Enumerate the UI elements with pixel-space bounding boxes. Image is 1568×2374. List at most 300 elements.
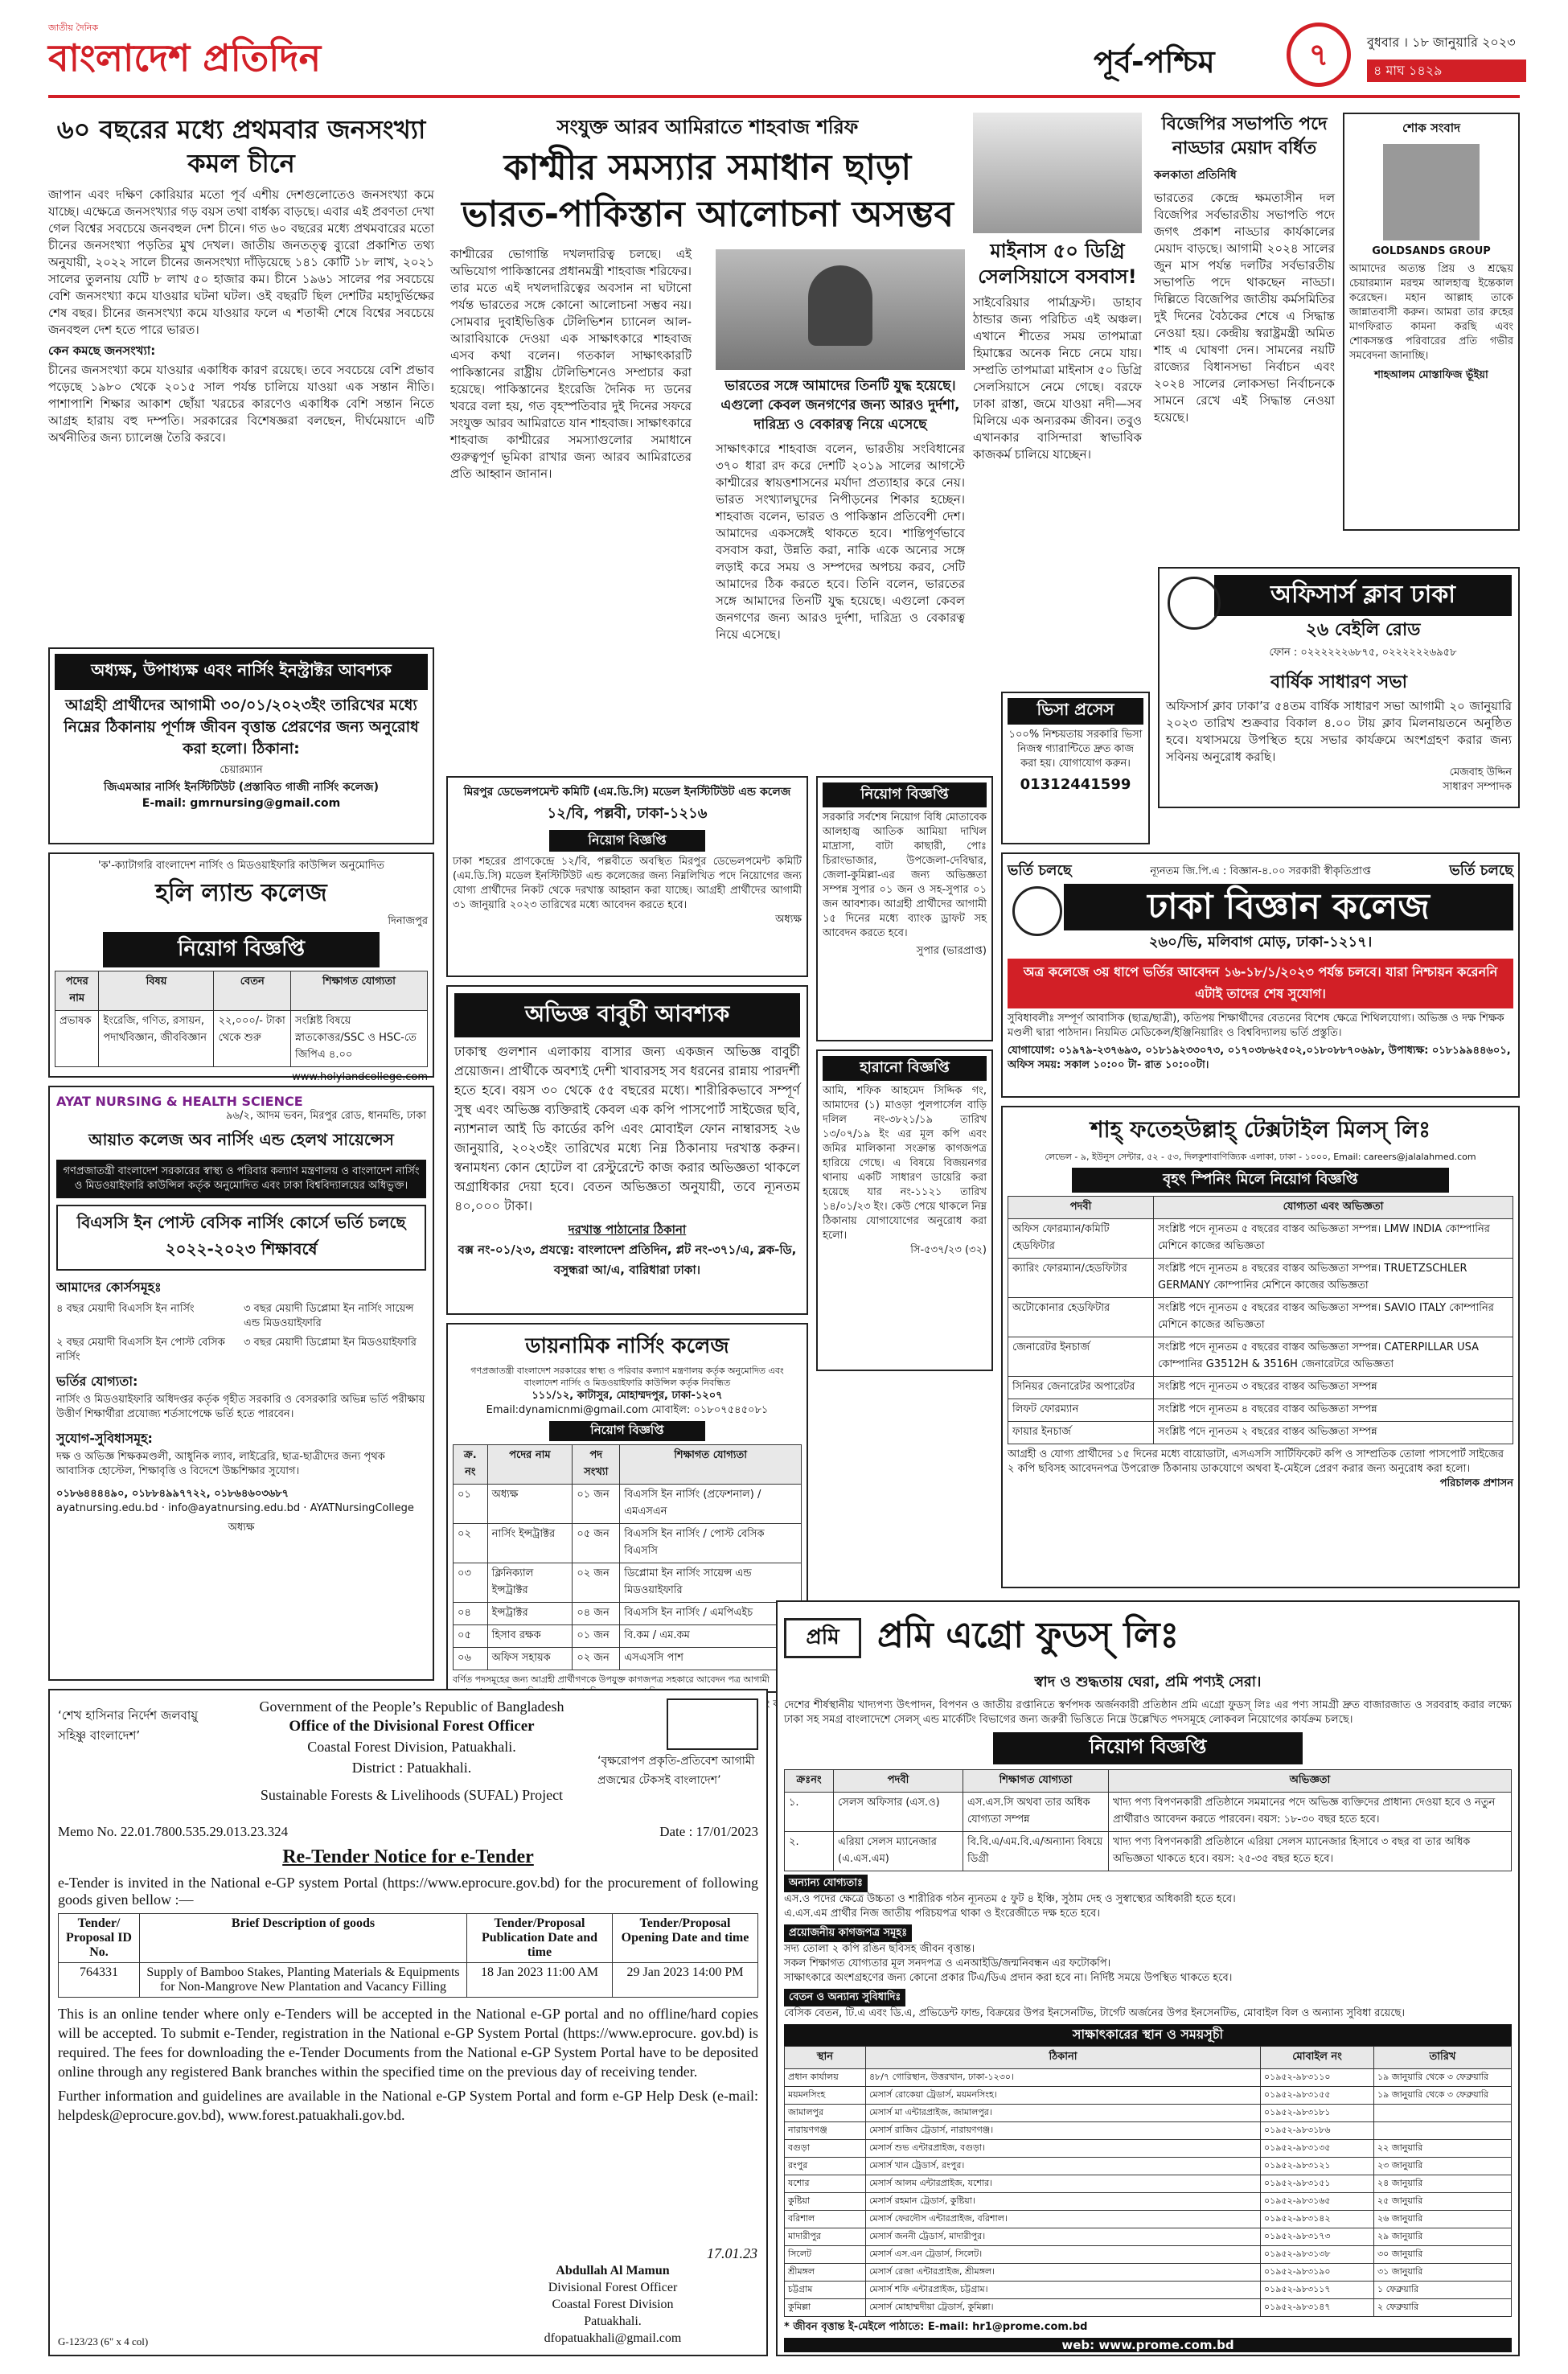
dyn-col: ক্র. নং [454, 1445, 488, 1485]
holyland-title: হলি ল্যান্ড কলেজ [155, 879, 327, 907]
sched-cell: মেসার্স এস.এন ট্রেডার্স, সিলেট। [866, 2246, 1261, 2264]
sched-cell: ২২ জানুয়ারি [1374, 2140, 1512, 2158]
goldsands-company: GOLDSANDS GROUP [1372, 245, 1491, 257]
sched-cell: ০১৯৫২-৯৮৩১৫৫ [1261, 2087, 1374, 2105]
dynamic-intro: গণপ্রজাতন্ত্রী বাংলাদেশ সরকারের স্বাস্থ্য ও পরিবার কল্যাণ মন্ত্রণালয় কর্তৃক অনুমোদিত এবং বাংলাদেশ নার্সিং ও মিডওয়াইফারি কাউন্সিল কর্তৃক নিবন্ধিত [470, 1366, 784, 1388]
table-row [785, 1832, 1512, 1871]
shah-textile-ad [1001, 1106, 1520, 1588]
cell: ০২ জন [573, 1563, 620, 1603]
lost-title: হারানো বিজ্ঞপ্তি [823, 1056, 987, 1081]
masthead-rule [48, 95, 1520, 98]
cell: ১. [785, 1793, 834, 1832]
prome-docs-2: সাক্ষাৎকারে অংশগ্রহণের জন্য কোনো প্রকার টিএ/ডিএ প্রদান করা হবে না। নির্দিষ্ট সময়ে উপস্থিত থাকতে হবে। [784, 1972, 1233, 1984]
dsc-banner: অত্র কলেজে ৩য় ধাপে ভর্তির আবেদন ১৬-১৮/১/২০২৩ পর্যন্ত চলবে। যারা নিশ্চায়ন করেননি এটাই তাদের শেষ সুযোগ। [1008, 959, 1513, 1008]
sched-cell: ০১৯৫২-৯৮৩১২১ [1261, 2158, 1374, 2175]
shahbaz-body: কাশ্মীরের ভোগান্তি দখলদারিত্ব চলছে। এই অভিযোগ পাকিস্তানের প্রধানমন্ত্রী শাহবাজ শরিফের। তার মতে এই দখলদারিত্বের অবসান না ঘটানো পর্যন্ত ভারতের সঙ্গে কোনো আলোচনা সম্ভব নয়। সোমবার দুবাইভিত্তিক টেলিভিশন চ্যানেল আল-আরাবিয়াকে দেওয়া এক সাক্ষাৎকারে শাহবাজ এসব কথা বলেন। গতকাল সাক্ষাৎকারটি পাকিস্তানের রাষ্ট্রীয় টেলিভিশনেও সম্প্রচার করা হয়েছে। পাকিস্তানের ইংরেজি দৈনিক দ্য ডনের খবরে বলা হয়, গত বৃহস্পতিবার দুই দিনের সফরে সংযুক্ত আরব আমিরাতে যান শাহবাজ। সাক্ষাৎকারে শাহবাজ কাশ্মীরের সমস্যাগুলোর সমাধানে গুরুত্বপূর্ণ ভূমিকা রাখার জন্য আরব আমিরাতের প্রতি আহ্বান জানান। [450, 247, 692, 481]
ayat-brand: AYAT NURSING & HEALTH SCIENCE [56, 1094, 303, 1109]
prome-intro: দেশের শীর্ষস্থানীয় খাদ্যপণ্য উৎপাদন, বিপণন ও জাতীয় রপ্তানিতে স্বর্ণপদক অর্জনকারী প্রতিষ্ঠান প্রমি এগ্রো ফুডস্ লিঃ এর পণ্য সামগ্রী দ্রুত বাজারজাত ও সরবরাহ করার লক্ষ্যে ঢাকা সহ সমগ্র বাংলাদেশে সেলস্ এন্ড মার্কেটিং বিভাগের জন্য জরুরী ভিত্তিতে নিম্নে উল্লেখিত পদসমূহে লোকবল নিয়োগের কার্যক্রম চলছে। [784, 1699, 1512, 1726]
table-row [1008, 1219, 1513, 1259]
forest-office: Office of the Divisional Forest Officer [289, 1718, 535, 1735]
table-row [1008, 1298, 1513, 1337]
table-row [785, 1793, 1512, 1832]
club-phone: ফোন : ০২২২২২২৬৮৭৫, ০২২২২২২৬৯৫৮ [1269, 647, 1457, 659]
lost-footer: সি-৫৩৭/২৩ (৩২) [910, 1244, 987, 1256]
table-row [785, 2069, 1512, 2087]
sched-cell: ০১৯৫২-৯৮৩১৩৫ [1261, 2140, 1374, 2158]
cell: বি.কম / এম.কম [620, 1625, 802, 1648]
date-bn: বুধবার । ১৮ জানুয়ারি ২০২৩ [1367, 35, 1516, 50]
cell: সংশ্লিষ্ট পদে ন্যূনতম ৪ বছরের বাস্তব অভিজ্ঞতা সম্পন্ন [1154, 1399, 1513, 1422]
sched-col: স্থান [785, 2047, 866, 2069]
table-row [785, 2158, 1512, 2175]
sched-cell: মেসার্স মোহাম্মদীয়া ট্রেডার্স, কুমিল্লা। [866, 2299, 1261, 2317]
cell: ক্লিনিক্যাল ইন্সট্রাক্টর [487, 1563, 573, 1603]
cell: বিএসসি ইন নার্সিং (প্রফেশনাল) / এমএসএন [620, 1485, 802, 1524]
prome-ad [776, 1600, 1520, 2356]
goldsands-name: শাহআলম মোস্তাফিজ ভূঁইয়া [1374, 369, 1488, 381]
prome-schedule-title: সাক্ষাৎকারের স্থান ও সময়সূচী [784, 2024, 1512, 2046]
shah-signer: পরিচালক প্রশাসন [1439, 1477, 1513, 1489]
holyland-cell: ইংরেজি, গণিত, রসায়ন, পদার্থবিজ্ঞান, জীববিজ্ঞান [99, 1011, 214, 1067]
sched-cell: ১ ফেব্রুয়ারি [1374, 2282, 1512, 2299]
forest-signer: Abdullah Al Mamun [556, 2264, 670, 2277]
sched-cell: ০১৯৫২-৯৮৩১৫১ [1261, 2175, 1374, 2193]
dsc-top-mid: ন্যূনতম জি.পি.এ : বিজ্ঞান-৪.০০ সরকারী স্বীকৃতিপ্রাপ্ত [1150, 865, 1371, 877]
sched-cell: কুমিল্লা [785, 2299, 866, 2317]
holyland-location: দিনাজপুর [388, 915, 428, 927]
ayat-courses [56, 1302, 426, 1365]
table-row [785, 2105, 1512, 2122]
table-row [1008, 1377, 1513, 1399]
mdc-subtitle: নিয়োগ বিজ্ঞপ্তি [549, 830, 705, 852]
shah-table [1008, 1196, 1513, 1444]
visa-phone[interactable]: 01312441599 [1020, 776, 1131, 793]
cell: সিনিয়র জেনারেটর অপারেটর [1008, 1377, 1154, 1399]
club-body: অফিসার্স ক্লাব ঢাকা’র ৫৪তম বার্ষিক সাধারণ সভা আগামী ২০ জানুয়ারি ২০২৩ তারিখ শুক্রবার বিকাল ৪.০০ টায় ক্লাব মিলনায়তনে অনুষ্ঠিত হবে। যথাসময়ে উপস্থিত হয়ে সভার কার্যক্রমে অংশগ্রহণ করার জন্য সবিনয় অনুরোধ করছি। [1166, 699, 1512, 764]
lost-body: আমি, শফিক আহমেদ সিদ্দিক গং, আমাদের (১) মাওড়া পুলপার্সেল বাড়ি দলিল নং-৩৮২১/১৯ তারিখ ১৩/০৭/১৯ ইং এর মূল কপি এবং জমির মালিকানা সংক্রান্ত কাগজপত্র হারিয়ে গেছে। এ বিষয়ে বিজয়নগর থানায় একটি সাধারণ ডায়েরি করা হয়েছে যার নং-১১২১ তারিখ ১৪/০১/২৩ ইং। কেউ পেয়ে থাকলে নিম্ন ঠিকানায় যোগাযোগের অনুরোধ করা হলো। [823, 1085, 987, 1242]
paper-logo [48, 21, 418, 85]
table-row [454, 1625, 802, 1648]
sched-cell: ৩১ জানুয়ারি [1374, 2264, 1512, 2282]
cell: অফিস ফোরম্যান/কমিটি হেডফিটার [1008, 1219, 1154, 1259]
prome-table [784, 1769, 1512, 1871]
forest-memo-line [58, 1824, 758, 1840]
cook-title: অভিজ্ঞ বাবুর্চী আবশ্যক [454, 993, 800, 1037]
sched-cell: ০১৯৫২-৯৮৩১৪২ [1261, 2211, 1374, 2228]
prome-other-1: এ.এস.এম প্রার্থীর নিজ জাতীয় পরিচয়পত্র থাকা ও ইংরেজীতে দক্ষ হতে হবে। [784, 1908, 1100, 1920]
holyland-col-post: পদের নাম [55, 971, 99, 1011]
ayat-web[interactable]: ayatnursing.edu.bd [56, 1502, 158, 1514]
sched-cell: বগুড়া [785, 2140, 866, 2158]
sched-cell: মেসার্স মা এন্টারপ্রাইজ, জামালপুর। [866, 2105, 1261, 2122]
madrasa-body: সরকারি সর্বশেষ নিয়োগ বিধি মোতাবেক আলহাজ্ব আতিক আমিয়া দাখিল মাদ্রাসা, বাটা কাছারী, পোঃ চিরাংভাজার, উপজেলা-দেবিদ্বার, জেলা-কুমিল্লা-এর জন্য অভিজ্ঞতা সম্পন্ন সুপার ০১ জন ও সহ-সুপার ০১ জন আবশ্যক। আগ্রহী প্রার্থীদের আগামী ১৫ দিনের মধ্যে ব্যাংক ড্রাফট সহ আবেদন করতে হবে। [823, 811, 987, 939]
ayat-address: ৯৬/২, আদম ভবন, মিরপুর রোড, ধানমন্ডি, ঢাকা [226, 1110, 426, 1122]
sched-cell: ২৬ জানুয়ারি [1374, 2211, 1512, 2228]
cell: ০৪ জন [573, 1603, 620, 1625]
minus50-body: সাইবেরিয়ার পার্মাফ্রস্ট। ডাহাব ঠান্ডার জন্য পরিচিত এই অঞ্চল। এখানে শীতের সময় তাপমাত্রা হিমাঙ্কের অনেক নিচে নেমে যায়। সম্প্রতি তাপমাত্রা মাইনাস ৫০ ডিগ্রি সেলসিয়াসে নেমে গেছে। বরফে ঢাকা রাস্তা, জমে যাওয়া নদী—সব মিলিয়ে এক অন্যরকম জীবন। তবুও এখানকার বাসিন্দারা স্বাভাবিক কাজকর্ম চালিয়ে যাচ্ছেন। [973, 295, 1142, 462]
table-row [454, 1648, 802, 1670]
prome-col: পদবী [834, 1770, 963, 1793]
sched-cell: ০১৯৫২-৯৮৩১৯০ [1261, 2264, 1374, 2282]
mdc-signer: অধ্যক্ষ [775, 914, 802, 926]
page-number-badge [1287, 23, 1351, 87]
sched-col: ঠিকানা [866, 2047, 1261, 2069]
sched-cell: ০১৯৫২-৯৮৩১৭৩ [1261, 2228, 1374, 2246]
sched-cell: ০১৯৫২-৯৮৩১৬৫ [1261, 2193, 1374, 2211]
cook-body: ঢাকাস্থ গুলশান এলাকায় বাসার জন্য একজন অভিজ্ঞ বাবুর্চী প্রয়োজন। প্রার্থীকে অবশ্যই দেশী খাবারসহ সব ধরনের রান্নায় পারদর্শী হতে হবে। বয়স ৩০ থেকে ৫৫ বছরের মধ্যে। শারীরিকভাবে সম্পূর্ণ সুস্থ এবং অভিজ্ঞ ব্যক্তিরাই কেবল এক কপি পাসপোর্ট সাইজের ছবি, ন্যাশনাল আই ডি কার্ডের কপি এবং মোবাইল ফোন নাম্বারসহ ২৬ জানুয়ারি, ২০২৩ইং তারিখের মধ্যে নিম্ন ঠিকানায় দরখাস্ত করুন। স্বনামধন্য কোন হোটেল বা রেস্টুরেন্টে কাজ করার অভিজ্ঞতা থাকলে অগ্রাধিকার দেয়া হবে। বেতন অভিজ্ঞতা অনুযায়ী, তবে ন্যূনতম ৪০,০০০ টাকা। [454, 1044, 800, 1214]
cell: ফায়ার ইনচার্জ [1008, 1422, 1154, 1444]
sched-cell: ৪৮/৭ গোরিস্থান, উত্তরখান, ঢাকা-১২৩০। [866, 2069, 1261, 2087]
sched-cell: বরিশাল [785, 2211, 866, 2228]
forest-title: Re-Tender Notice for e-Tender [282, 1846, 534, 1867]
cell: হিসাব রক্ষক [487, 1625, 573, 1648]
nt-body: আগ্রহী প্রার্থীদের আগামী ৩০/০১/২০২৩ইং তারিখের মধ্যে নিম্নের ঠিকানায় পূর্ণাঙ্গ জীবন বৃত্তান্ত প্রেরণের জন্য অনুরোধ করা হলো। ঠিকানা: [64, 696, 419, 758]
table-row [785, 2122, 1512, 2140]
date-alt: ৪ মাঘ ১৪২৯ [1367, 60, 1526, 82]
sched-col: মোবাইল নং [1261, 2047, 1374, 2069]
bjp-headline: বিজেপির সভাপতি পদে নাড্ডার মেয়াদ বর্ধিত [1161, 114, 1328, 158]
visa-body: ১০০% নিশ্চয়তায় সরকারি ভিসা নিজস্ব গ্যারান্টিতে দ্রুত কাজ করা হয়। যোগাযোগ করুন। [1008, 729, 1143, 770]
prome-logo: প্রমি [784, 1618, 861, 1658]
cell: এস.এস.সি অথবা তার অধিক যোগ্যতা সম্পন্ন [963, 1793, 1109, 1832]
ayat-mail[interactable]: info@ayatnursing.edu.bd [168, 1502, 301, 1514]
minus50-headline: মাইনাস ৫০ ডিগ্রি সেলসিয়াসে বসবাস! [978, 240, 1137, 288]
dyn-col: পদ সংখ্যা [573, 1445, 620, 1485]
ayat-signer: অধ্যক্ষ [228, 1522, 255, 1534]
china-headline: ৬০ বছরের মধ্যে প্রথমবার জনসংখ্যা কমল চীনে [56, 114, 426, 179]
officers-club-ad [1158, 567, 1520, 808]
forest-col: Tender/Proposal Publication Date and time [467, 1914, 613, 1963]
dsc-logo-icon [1012, 886, 1062, 936]
sched-cell: ০১৯৫২-৯৮৩১৪৭ [1261, 2299, 1374, 2317]
shahbaz-photo [716, 249, 965, 370]
prome-salary-title: বেতন ও অন্যান্য সুবিধাদিঃ [784, 1989, 905, 2006]
sched-cell: ২৩ জানুয়ারি [1374, 2158, 1512, 2175]
cell: বিএসসি ইন নার্সিং / এমপিএইচ [620, 1603, 802, 1625]
forest-code: G-123/23 (6" x 4 col) [58, 2335, 149, 2347]
mdc-body: ঢাকা শহরের প্রাণকেন্দ্রে ১২/বি, পল্লবীতে অবস্থিত মিরপুর ডেভেলপমেন্ট কমিটি (এম.ডি.সি) মডেল ইনস্টিটিউট এন্ড কলেজের জন্য নিম্নলিখিত পদে নিয়োগের জন্য যোগ্য প্রার্থীদের নিকট থেকে দরখাস্ত আহ্বান করা যাচ্ছে। আগ্রহী প্রার্থীদের আগামী ৩১ জানুয়ারি ২০২৩ তারিখের মধ্যে আবেদন করতে হবে। [453, 856, 802, 911]
cell: সংশ্লিষ্ট পদে ন্যূনতম ৫ বছরের বাস্তব অভিজ্ঞতা সম্পন্ন। LMW INDIA কোম্পানির মেশিনে কাজের অভিজ্ঞতা [1154, 1219, 1513, 1259]
sched-col: তারিখ [1374, 2047, 1512, 2069]
cell: সংশ্লিষ্ট পদে ন্যূনতম ৪ বছরের বাস্তব অভিজ্ঞতা সম্পন্ন। TRUETZSCHLER GERMANY কোম্পানির মেশিনে কাজের অভিজ্ঞতা [1154, 1259, 1513, 1298]
china-body2: চীনের জনসংখ্যা কমে যাওয়ার একাধিক কারণ রয়েছে। তবে সবচেয়ে বেশি প্রভাব পড়েছে ১৯৮০ থেকে ২০১৫ সাল পর্যন্ত চালিয়ে যাওয়া এক সন্তান নীতি। পাশাপাশি শিক্ষার আকাশ ছোঁয়া খরচের কারণেও একাধিক বেশি সন্তান নিতে আগ্রহ হারায় বহু দম্পতি। সরকারের বিশেষজ্ঞরা বলছেন, দীর্ঘমেয়াদে এটি অর্থনীতির জন্য চ্যালেঞ্জ তৈরি করবে। [48, 363, 434, 445]
sched-cell: সিলেট [785, 2246, 866, 2264]
shahbaz-headline2: ভারত-পাকিস্তান আলোচনা অসম্ভব [461, 194, 954, 235]
cell: ০৩ [454, 1563, 488, 1603]
madrasa-title: নিয়োগ বিজ্ঞপ্তি [823, 782, 987, 807]
ayat-eligibility: নার্সিং ও মিডওয়াইফারি অধিদপ্তর কর্তৃক গৃহীত সরকারি ও বেসরকারি অভিন্ন ভর্তি পরীক্ষায় উত্তীর্ণ শিক্ষার্থীরা প্রযোজ্য শর্তসাপেক্ষে ভর্তি হতে পারবেন। [56, 1394, 425, 1420]
sched-cell: মেসার্স জননী ট্রেডার্স, মাদারীপুর। [866, 2228, 1261, 2246]
mujib-100-logo-icon [667, 1698, 758, 1750]
china-article [48, 113, 434, 643]
cell: সেলস অফিসার (এস.ও) [834, 1793, 963, 1832]
table-row [785, 2299, 1512, 2317]
sched-cell: মেসার্স রোকেয়া ট্রেডার্স, ময়মনসিংহ। [866, 2087, 1261, 2105]
holyland-cell: ২২,০০০/- টাকা থেকে শুরু [214, 1011, 291, 1067]
forest-date: Date : 17/01/2023 [659, 1824, 758, 1839]
club-signer: মেজবাহ উদ্দিন [1449, 766, 1512, 778]
lost-ad [816, 1049, 993, 1371]
prome-docs-1: সকল শিক্ষাগত যোগ্যতার মূল সনদপত্র ও এনআইডি/জন্মনিবন্ধন এর ফটোকপি। [784, 1957, 1111, 1969]
holyland-col-qualification: শিক্ষাগত যোগ্যতা [290, 971, 427, 1011]
table-row [785, 2175, 1512, 2193]
dynamic-table [453, 1444, 802, 1670]
prome-other-0: এস.ও পদের ক্ষেত্রে উচ্চতা ও শারীরিক গঠন ন্যূনতম ৫ ফুট ৪ ইঞ্চি, সুঠাম দেহ ও সুস্বাস্থ্যের অধিকারী হতে হবে। [784, 1893, 1236, 1905]
forest-col: Tender/Proposal Opening Date and time [613, 1914, 758, 1963]
forest-signer-mail[interactable]: dfopatuakhali@gmail.com [544, 2331, 682, 2345]
sched-cell: ০১৯৫২-৯৮৩১১০ [1261, 2069, 1374, 2087]
cell: ০৫ [454, 1625, 488, 1648]
sched-cell: নারায়ণগঞ্জ [785, 2122, 866, 2140]
shahbaz-headline1: কাশ্মীর সমস্যার সমাধান ছাড়া [503, 147, 912, 188]
sched-cell [1374, 2122, 1512, 2140]
cell: অধ্যক্ষ [487, 1485, 573, 1524]
ayat-benefits: দক্ষ ও অভিজ্ঞ শিক্ষকমণ্ডলী, আধুনিক ল্যাব, লাইব্রেরি, ছাত্র-ছাত্রীদের জন্য পৃথক আবাসিক হোস্টেল, শিক্ষাবৃত্তি ও বিদেশে উচ্চশিক্ষার সুযোগ। [56, 1451, 385, 1477]
cell: ডিপ্লোমা ইন নার্সিং সায়েন্স এন্ড মিডওয়াইফারি [620, 1563, 802, 1603]
minus50-photo [973, 113, 1142, 233]
nt-title: অধ্যক্ষ, উপাধ্যক্ষ এবং নার্সিং ইনস্ট্রাক্টর আবশ্যক [55, 654, 428, 690]
prome-subtitle: নিয়োগ বিজ্ঞপ্তি [993, 1732, 1303, 1764]
sched-cell: যশোর [785, 2175, 866, 2193]
table-row [785, 2193, 1512, 2211]
prome-docs-0: সদ্য তোলা ২ কপি রঙিন ছবিসহ জীবন বৃত্তান্ত। [784, 1943, 975, 1955]
forest-body: This is an online tender where only e-Tenders will be accepted in the National e-GP portal and no offline/hard copies will be accepted. To submit e-Tender, registration in the National e-GP System Portal (https://www.eprocure. gov.bd) is required. The fees for downloading the e-Tender Documents from the National e-GP System Portal have to be deposited online through any registered Bank branches within the specified time on the previous day of receiving tender. [58, 2006, 758, 2080]
nt-org: জিএমআর নার্সিং ইনস্টিটিউট (প্রস্তাবিত গাজী নার্সিং কলেজ) [104, 781, 379, 794]
forest-project: Sustainable Forests & Livelihoods (SUFAL) Project [260, 1787, 564, 1803]
cell: ইন্সট্রাক্টর [487, 1603, 573, 1625]
forest-signature-block [468, 2245, 757, 2347]
visa-title: ভিসা প্রসেস [1008, 698, 1143, 725]
sched-cell: মেসার্স রেজা এন্টারপ্রাইজ, শ্রীমঙ্গল। [866, 2264, 1261, 2282]
holyland-table [55, 971, 428, 1067]
holyland-subtitle: নিয়োগ বিজ্ঞপ্তি [103, 932, 380, 967]
forest-division: Coastal Forest Division, Patuakhali. [307, 1739, 516, 1755]
dynamic-address: ১১১/১২, কাটাসুর, মোহাম্মদপুর, ঢাকা-১২০৭ [532, 1390, 723, 1402]
forest-col: Brief Description of goods [140, 1914, 467, 1963]
prome-title: প্রমি এগ্রো ফুডস্ লিঃ [877, 1615, 1180, 1656]
china-body: জাপান এবং দক্ষিণ কোরিয়ার মতো পূর্ব এশীয় দেশগুলোতেও জনসংখ্যা কমে যাচ্ছে। এক্ষেত্রে জনসংখ্যার গড় বয়স তথা বার্ধক্য বাড়ছে। এবার এই প্রবণতা দেখা গেল বিশ্বের সবচেয়ে জনবহুল দেশ চীনে। গত ৬০ বছরের মধ্যে প্রথমবারের মতো চীনের জনসংখ্যা পড়তির মুখ দেখল। জাতীয় জনতত্ত্ব ব্যুরো প্রকাশিত তথ্য অনুযায়ী, ২০২২ সালে চীনের জনসংখ্যা দাঁড়িয়েছে ১৪১ কোটি ১৮ লাখ, ২০২১ সালের তুলনায় যেটি ৮ লাখ ৫০ হাজার কম। চীনে ১৯৬১ সালের পর সবচেয়ে বেশি জনসংখ্যা কমে যাওয়ার ঘটনা ঘটল। ওই বছরটি ছিল দেশটির মহাদুর্ভিক্ষের শেষ বছর। চীনের জনসংখ্যা কমে যাওয়ার ফলে এ শতাব্দী শেষে বিশ্বের সবচেয়ে জনবহুল দেশ হতে পারে ভারত। [48, 187, 434, 337]
cell: খাদ্য পণ্য বিপণনকারী প্রতিষ্ঠানে সমমানের পদে অভিজ্ঞ ব্যক্তিদের প্রাধান্য দেওয়া হবে ও নতুন প্রার্থীরাও আবেদন করতে পারবেন। বয়স: ১৮-৩০ বছর হতে হবে। [1109, 1793, 1512, 1832]
ayat-ad [48, 1086, 434, 1681]
forest-body2: Further information and guidelines are available in the National e-GP System Portal and form e-GP Help Desk (e-mail: helpdesk@eprocure.gov.bd), www.forest.patuakhali.gov.bd. [58, 2088, 758, 2123]
masthead [48, 14, 1520, 92]
prome-col: ক্রঃনং [785, 1770, 834, 1793]
cell: ২. [785, 1832, 834, 1871]
prome-slogan: স্বাদ ও শুদ্ধতায় ঘেরা, প্রমি পণ্যই সেরা। [1034, 1674, 1262, 1690]
holyland-col-subject: বিষয় [99, 971, 214, 1011]
table-row [785, 2264, 1512, 2282]
dsc-top-left: ভর্তি চলছে [1008, 862, 1072, 879]
shah-subtitle: বৃহৎ স্পিনিং মিলে নিয়োগ বিজ্ঞপ্তি [1072, 1168, 1449, 1193]
cell: বি.বি.এ/এম.বি.এ/অন্যান্য বিষয়ে ডিগ্রী [963, 1832, 1109, 1871]
sched-cell: জামালপুর [785, 2105, 866, 2122]
forest-right-motto: ‘বৃক্ষরোপণ প্রকৃতি-প্রতিবেশ আগামী প্রজন্মের টেকসই বাংলাদেশ’ [597, 1755, 755, 1787]
forest-signer-city: Patuakhali. [584, 2314, 642, 2328]
dynamic-subtitle: নিয়োগ বিজ্ঞপ্তি [549, 1421, 705, 1441]
ayat-courses-title: আমাদের কোর্সসমূহঃ [56, 1279, 162, 1295]
forest-memo: Memo No. 22.01.7800.535.29.013.23.324 [58, 1824, 289, 1839]
dsc-title: ঢাকা বিজ্ঞান কলেজ [1064, 884, 1513, 930]
cell: 764331 [59, 1963, 140, 1998]
page-number: ৭ [1308, 37, 1329, 72]
club-title: অফিসার্স ক্লাব ঢাকা [1214, 575, 1512, 616]
dyn-col: পদের নাম [487, 1445, 573, 1485]
table-row [454, 1485, 802, 1524]
cell: ০৪ [454, 1603, 488, 1625]
china-subhead: কেন কমছে জনসংখ্যা: [48, 343, 156, 358]
holyland-col-salary: বেতন [214, 971, 291, 1011]
course-item: ৪ বছর মেয়াদী বিএসসি ইন নার্সিং [56, 1303, 195, 1315]
goldsands-body: আমাদের অত্যন্ত প্রিয় ও শ্রদ্ধেয় চেয়ারম্যান মরহুম আলহাজ্ব ইন্তেকাল করেছেন। মহান আল্লাহ তাকে জান্নাতবাসী করুন। আমরা তার রুহের মাগফিরাত কামনা করছি এবং শোকসন্তপ্ত পরিবারের প্রতি গভীর সমবেদনা জানাচ্ছি। [1349, 263, 1513, 362]
forest-gov: Government of the People’s Republic of Bangladesh [259, 1698, 564, 1715]
forest-col: Tender/ Proposal ID No. [59, 1914, 140, 1963]
bjp-body: ভারতের কেন্দ্রে ক্ষমতাসীন দল বিজেপির সর্বভারতীয় সভাপতি পদে জগৎ প্রকাশ নাড্ডার কার্যকালের মেয়াদ বাড়ছে। আগামী ২০২৪ সালের জুন মাস পর্যন্ত দলটির সর্বভারতীয় সভাপতি পদে থাকছেন নাড্ডা। দিল্লিতে বিজেপির জাতীয় কর্মসমিতির দুই দিনের বৈঠকের শেষে এ সিদ্ধান্ত নেওয়া হয়। কেন্দ্রীয় স্বরাষ্ট্রমন্ত্রী অমিত শাহ এ ঘোষণা দেন। সামনের নয়টি রাজ্যের বিধানসভা নির্বাচন এবং ২০২৪ সালের লোকসভা নির্বাচনকে সামনে রেখে এই সিদ্ধান্ত নেওয়া হয়েছে। [1154, 191, 1335, 425]
sched-cell: কুষ্টিয়া [785, 2193, 866, 2211]
shah-address: লেভেল - ৯, ইউনুস সেন্টার, ৫২ - ৫৩, দিলকুশাবাণিজ্যিক এলাকা, ঢাকা - ১০০০, Email: careers@jalalahmed.com [1045, 1152, 1476, 1162]
sched-cell: ২৯ জানুয়ারি [1374, 2228, 1512, 2246]
club-notice: বার্ষিক সাধারণ সভা [1270, 672, 1408, 692]
cell: ক্যারিং ফোরম্যান/হেডফিটার [1008, 1259, 1154, 1298]
prome-col: অভিজ্ঞতা [1109, 1770, 1512, 1793]
ayat-phone: ০১৮৬৪৪৪৪৯০, ০১৮৮৪৯৯৭৭২২, ০১৮৬৪৬০৩৬৮৭ [56, 1488, 289, 1500]
sched-cell: প্রধান কার্যালয় [785, 2069, 866, 2087]
mdc-ad [446, 776, 808, 977]
dyn-col: শিক্ষাগত যোগ্যতা [620, 1445, 802, 1485]
table-row [55, 1011, 428, 1067]
sched-cell: ২ ফেব্রুয়ারি [1374, 2299, 1512, 2317]
cell: খাদ্য পণ্য বিপণনকারী প্রতিষ্ঠানে এরিয়া সেলস ম্যানেজার হিসাবে ৩ বছর বা তার অধিক অভিজ্ঞতা থাকতে হবে। বয়স: ২৫-৩৫ বছর হতে হবে। [1109, 1832, 1512, 1871]
shah-col: পদবী [1008, 1197, 1154, 1219]
dynamic-title: ডায়নামিক নার্সিং কলেজ [525, 1334, 729, 1358]
sched-cell: ১৯ জানুয়ারি থেকে ৩ ফেব্রুয়ারি [1374, 2069, 1512, 2087]
club-address: ২৬ বেইলি রোড [1305, 620, 1421, 640]
holyland-ad [48, 852, 434, 1083]
ayat-benefits-title: সুযোগ-সুবিধাসমূহ: [56, 1431, 153, 1446]
sched-cell: ০১৯৫২-৯৮৩১৮১ [1261, 2105, 1374, 2122]
logo-tagline: জাতীয় দৈনিক [48, 23, 99, 33]
forest-left-motto: ‘শেখ হাসিনার নির্দেশ জলবায়ু সহিষ্ণু বাংলাদেশ’ [58, 1708, 199, 1743]
dsc-top-bar [1008, 859, 1513, 884]
sched-cell: ২৪ জানুয়ারি [1374, 2175, 1512, 2193]
holyland-footer[interactable]: www.holylandcollege.com [292, 1071, 428, 1083]
shah-col: যোগ্যতা এবং অভিজ্ঞতা [1154, 1197, 1513, 1219]
bjp-byline: কলকাতা প্রতিনিধি [1154, 169, 1237, 182]
goldsands-photo [1383, 144, 1480, 240]
prome-other-title: অন্যান্য যোগ্যতাঃ [784, 1875, 868, 1892]
sched-cell: মেসার্স রহমান ট্রেডার্স, কুষ্টিয়া। [866, 2193, 1261, 2211]
cell: ০১ [454, 1485, 488, 1524]
madrasa-ad [816, 776, 993, 1041]
table-row [454, 1563, 802, 1603]
ayat-banner: বিএসসি ইন পোস্ট বেসিক নার্সিং কোর্সে ভর্তি চলছে ২০২২-২০২৩ শিক্ষাবর্ষে [56, 1205, 426, 1271]
cell: ০১ জন [573, 1625, 620, 1648]
sched-cell: ৩০ জানুয়ারি [1374, 2246, 1512, 2264]
sched-cell: মাদারীপুর [785, 2228, 866, 2246]
cell: ০৫ জন [573, 1524, 620, 1563]
cell: এরিয়া সেলস ম্যানেজার (এ.এস.এম) [834, 1832, 963, 1871]
forest-tender-ad [48, 1689, 768, 2356]
shahbaz-body2: সাক্ষাৎকারে শাহবাজ বলেন, ভারতীয় সংবিধানের ৩৭০ ধারা রদ করে দেশটি ২০১৯ সালের আগস্টে কাশ্মীরের স্বায়ত্তশাসনের মর্যাদা প্রত্যাহার করে নেয়। ভারত সংখ্যালঘুদের নিপীড়নের শিকার হচ্ছেন। শাহবাজ বলেন, ভারত ও পাকিস্তান প্রতিবেশী দেশ। আমাদের একসঙ্গেই থাকতে হবে। শান্তিপূর্ণভাবে বসবাস করা, উন্নতি করা, নাকি একে অন্যের সঙ্গে লড়াই করে সময় ও সম্পদের অপচয় করব, সেটি আমাদের ঠিক করতে হবে। তিনি বলেন, ভারতের সঙ্গে আমাদের তিনটি যুদ্ধ হয়েছে। এগুলো কেবল জনগণের জন্য আরও দুর্দশা, দারিদ্র্য ও বেকারত্ব নিয়ে এসেছে। [716, 442, 965, 642]
club-signer-title: সাধারণ সম্পাদক [1443, 781, 1512, 793]
ayat-fb[interactable]: AYATNursingCollege [310, 1502, 414, 1514]
cell: অটোকোনার হেডফিটার [1008, 1298, 1154, 1337]
nt-signer: চেয়ারম্যান [220, 764, 263, 776]
sched-cell: মেসার্স ফেরদৌস এন্টারপ্রাইজ, বরিশাল। [866, 2211, 1261, 2228]
cell: লিফট ফোরম্যান [1008, 1399, 1154, 1422]
sched-cell: ময়মনসিংহ [785, 2087, 866, 2105]
holyland-cell: প্রভাষক [55, 1011, 99, 1067]
prome-salary: বেসিক বেতন, টি.এ এবং ডি.এ, প্রভিডেন্ট ফান্ড, বিক্রয়ের উপর ইনসেনটিভ, টার্গেট অর্জনের উপর ইনসেনটিভ, মোবাইল বিল ও অন্যান্য সুবিধা রয়েছে। [784, 2007, 1406, 2019]
ayat-intro: গণপ্রজাতন্ত্রী বাংলাদেশ সরকারের স্বাস্থ্য ও পরিবার কল্যাণ মন্ত্রণালয় ও বাংলাদেশ নার্সিং ও মিডওয়াইফারি কাউন্সিল কর্তৃক অনুমোদিত এবং ঢাকা বিশ্ববিদ্যালয়ের অধিভুক্ত। [56, 1160, 426, 1198]
course-item: ৩ বছর মেয়াদী ডিপ্লোমা ইন নার্সিং সায়েন্স এন্ড মিডওয়াইফারি [244, 1303, 414, 1329]
ayat-links: ayatnursing.edu.bd · info@ayatnursing.edu.bd · AYATNursingCollege [56, 1502, 414, 1514]
sched-cell: ২৫ জানুয়ারি [1374, 2193, 1512, 2211]
visa-ad [1001, 692, 1150, 844]
dhaka-science-ad [1001, 852, 1520, 1098]
dsc-top-right: ভর্তি চলছে [1449, 862, 1513, 879]
cell: সংশ্লিষ্ট পদে ন্যূনতম ৫ বছরের বাস্তব অভিজ্ঞতা সম্পন্ন। CATERPILLAR USA কোম্পানির G3512H & 3516H জেনারেটরে অভিজ্ঞতা [1154, 1337, 1513, 1377]
prome-email[interactable]: * জীবন বৃত্তান্ত ই-মেইলে পাঠাতে: E-mail: hr1@prome.com.bd [784, 2321, 1088, 2333]
table-row [454, 1524, 802, 1563]
goldsands-title: শোক সংবাদ [1402, 121, 1460, 135]
table-row [59, 1963, 758, 1998]
table-row [1008, 1337, 1513, 1377]
dynamic-email: Email:dynamicnmi@gmail.com মোবাইল: ০১৮০৭৫৪৫০৮১ [486, 1404, 769, 1416]
prome-header [784, 1608, 1512, 1667]
goldsands-ad [1343, 113, 1520, 531]
section-name: পূর্ব-পশ্চিম [1094, 44, 1215, 80]
signature-date: 17.01.23 [707, 2245, 757, 2261]
table-row [785, 2211, 1512, 2228]
cell: ০২ [454, 1524, 488, 1563]
cook-ad [446, 985, 808, 1315]
cell: এসএসসি পাশ [620, 1648, 802, 1670]
forest-signer-div: Coastal Forest Division [552, 2298, 674, 2311]
cell: ০৬ [454, 1648, 488, 1670]
table-row [785, 2246, 1512, 2264]
cell: ০২ জন [573, 1648, 620, 1670]
sched-cell: চট্টগ্রাম [785, 2282, 866, 2299]
prome-web[interactable]: web: www.prome.com.bd [784, 2338, 1512, 2352]
sched-cell: রংপুর [785, 2158, 866, 2175]
cell: অফিস সহায়ক [487, 1648, 573, 1670]
forest-district: District : Patuakhali. [351, 1760, 472, 1776]
mdc-title: মিরপুর ডেভেলপমেন্ট কমিটি (এম.ডি.সি) মডেল ইনস্টিটিউট এন্ড কলেজ [463, 786, 791, 799]
table-row [1008, 1422, 1513, 1444]
sched-cell: মেসার্স শফি এন্টারপ্রাইজ, চট্টগ্রাম। [866, 2282, 1261, 2299]
dsc-contacts: যোগাযোগ: ০১৯৭৯-২৩৭৬৯৩, ০১৮১৯২৩৩০৭৩, ০১৭০৩৮৬২৫০২,০১৮০৮৮৭০৬৯৮, উপাধ্যক্ষ: ০১৮১৯৯৪৪৬০১, অফিস সময়: সকাল ১০:০০ টা- রাত ১০:০০টা। [1008, 1045, 1511, 1071]
sched-cell: মেসার্স শুভ এন্টারপ্রাইজ, বগুড়া। [866, 2140, 1261, 2158]
dsc-address: ২৬০/ভি, মলিবাগ মোড়, ঢাকা-১২১৭। [1148, 934, 1373, 951]
nt-email: E-mail: gmrnursing@gmail.com [142, 797, 341, 810]
person-silhouette-icon [808, 265, 872, 346]
prome-col: শিক্ষাগত যোগ্যতা [963, 1770, 1109, 1793]
ayat-eligibility-title: ভর্তির যোগ্যতা: [56, 1374, 138, 1389]
shah-title: শাহ্ ফতেহউল্লাহ্ টেক্সটাইল মিলস্ লিঃ [1090, 1116, 1431, 1143]
sched-cell: মেসার্স আলম এন্টারপ্রাইজ, যশোর। [866, 2175, 1261, 2193]
table-row [785, 2140, 1512, 2158]
sched-cell: ০১৯৫২-৯৮৩১১৭ [1261, 2282, 1374, 2299]
shahbaz-quote: ভারতের সঙ্গে আমাদের তিনটি যুদ্ধ হয়েছে। এগুলো কেবল জনগণের জন্য আরও দুর্দশা, দারিদ্র্য ও বেকারত্ব নিয়ে এসেছে [720, 378, 960, 433]
cell: 29 Jan 2023 14:00 PM [613, 1963, 758, 1998]
sched-cell: ০১৯৫২-৯৮৩১৮৬ [1261, 2122, 1374, 2140]
table-row [1008, 1259, 1513, 1298]
table-row [785, 2228, 1512, 2246]
prome-docs-title: প্রয়োজনীয় কাগজপত্র সমূহঃ [784, 1924, 912, 1942]
shah-footer: আগ্রহী ও যোগ্য প্রার্থীদের ১৫ দিনের মধ্যে বায়োডাটা, এসএসসি সার্টিফিকেট কপি ও সাম্প্রতিক তোলা পাসপোর্ট সাইজের ২ কপি ছবিসহ আবেদনপত্র উপরোক্ত ঠিকানায় ডাকযোগে অথবা ই-মেইলে প্রেরণ করার জন্য অনুরোধ করা হলো। [1008, 1448, 1504, 1475]
table-row [785, 2087, 1512, 2105]
sched-cell: শ্রীমঙ্গল [785, 2264, 866, 2282]
